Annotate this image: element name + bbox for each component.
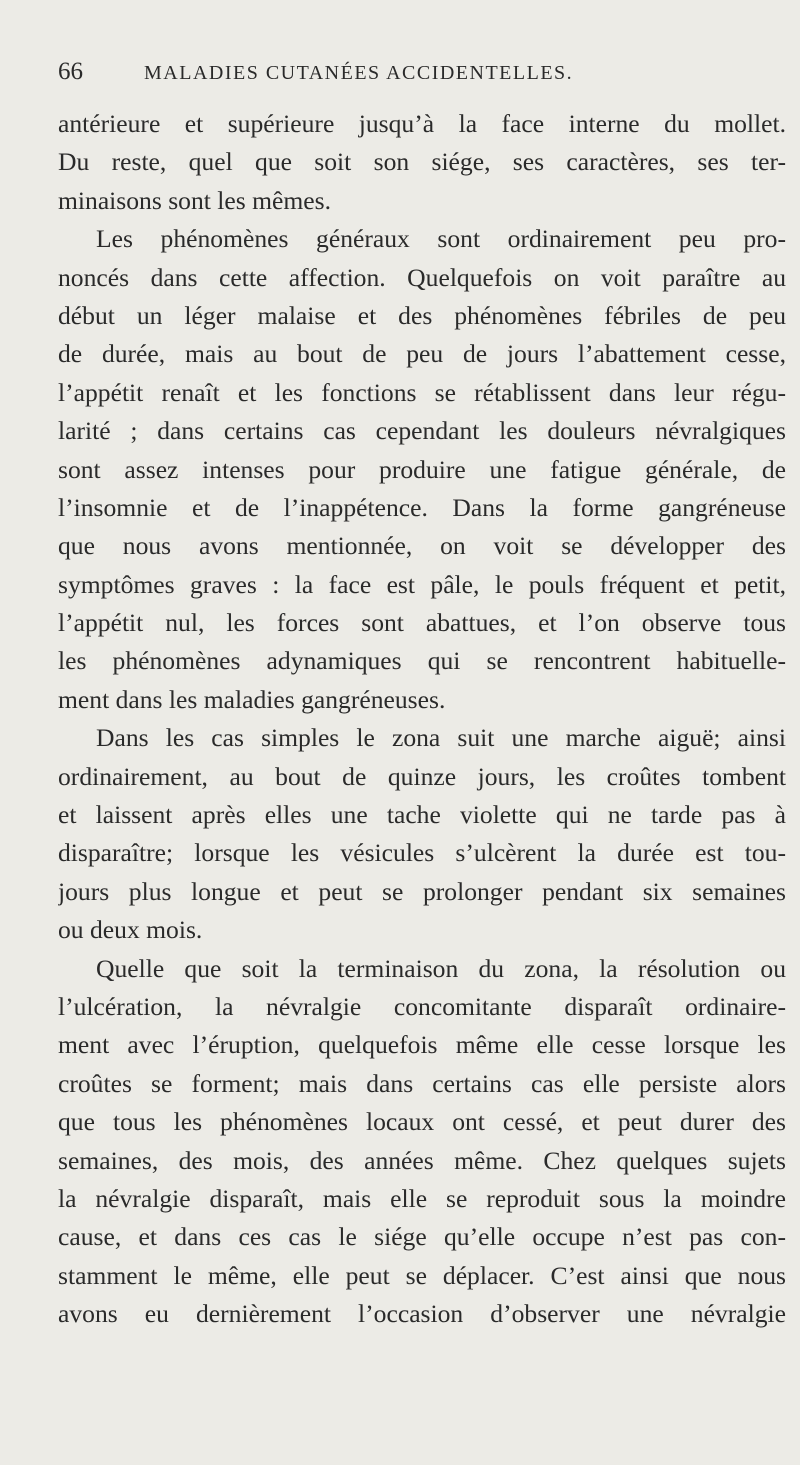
body-text bbox=[58, 105, 786, 1334]
text-line: jours plus longue et peut se prolonger pendant six semaines bbox=[58, 876, 786, 906]
text-line: cause, et dans ces cas le siége qu’elle occupe n’est pas con- bbox=[58, 1222, 786, 1252]
text-line: Quelle que soit la terminaison du zona, la résolution ou bbox=[96, 953, 786, 983]
text-line: ou deux mois. bbox=[58, 915, 203, 945]
text-line: disparaître; lorsque les vésicules s’ulcèrent la durée est tou- bbox=[58, 838, 786, 868]
text-line: les phénomènes adynamiques qui se rencontrent habituelle- bbox=[58, 646, 786, 676]
text-line: larité ; dans certains cas cependant les douleurs névralgiques bbox=[58, 416, 786, 446]
text-line: ordinairement, au bout de quinze jours, les croûtes tombent bbox=[58, 761, 786, 791]
text-line: ment avec l’éruption, quelquefois même elle cesse lorsque les bbox=[58, 1030, 786, 1060]
text-line: Les phénomènes généraux sont ordinairement peu pro- bbox=[96, 224, 786, 254]
text-line: avons eu dernièrement l’occasion d’observer une névralgie bbox=[58, 1299, 786, 1329]
text-line: l’insomnie et de l’inappétence. Dans la forme gangréneuse bbox=[58, 492, 786, 522]
text-line: l’ulcération, la névralgie concomitante disparaît ordinaire- bbox=[58, 991, 786, 1021]
text-line: stamment le même, elle peut se déplacer. C’est ainsi que nous bbox=[58, 1260, 786, 1290]
text-line: sont assez intenses pour produire une fatigue générale, de bbox=[58, 454, 786, 484]
text-line: symptômes graves : la face est pâle, le pouls fréquent et petit, bbox=[58, 569, 786, 599]
text-line: début un léger malaise et des phénomènes fébriles de peu bbox=[58, 300, 786, 330]
text-line: croûtes se forment; mais dans certains cas elle persiste alors bbox=[58, 1068, 786, 1098]
text-line: que nous avons mentionnée, on voit se développer des bbox=[58, 531, 786, 561]
text-line: la névralgie disparaît, mais elle se reproduit sous la moindre bbox=[58, 1183, 786, 1213]
text-line: que tous les phénomènes locaux ont cessé, et peut durer des bbox=[58, 1107, 786, 1137]
text-line: minaisons sont les mêmes. bbox=[58, 185, 331, 215]
text-line: antérieure et supérieure jusqu’à la face interne du mollet. bbox=[58, 109, 786, 138]
text-line: semaines, des mois, des années même. Chez quelques sujets bbox=[58, 1145, 786, 1175]
text-line: Dans les cas simples le zona suit une marche aiguë; ainsi bbox=[96, 723, 786, 753]
text-line: noncés dans cette affection. Quelquefois on voit paraître au bbox=[58, 262, 786, 292]
text-line: et laissent après elles une tache violette qui ne tarde pas à bbox=[58, 800, 786, 830]
text-line: l’appétit nul, les forces sont abattues, et l’on observe tous bbox=[58, 608, 786, 638]
text-line: Du reste, quel que soit son siége, ses caractères, ses ter- bbox=[58, 147, 786, 177]
text-line: l’appétit renaît et les fonctions se rétablissent dans leur régu- bbox=[58, 377, 786, 407]
text-line: ment dans les maladies gangréneuses. bbox=[58, 684, 446, 714]
text-line: de durée, mais au bout de peu de jours l’abattement cesse, bbox=[58, 339, 786, 369]
running-title: MALADIES CUTANÉES ACCIDENTELLES. bbox=[144, 62, 574, 84]
running-head bbox=[58, 58, 740, 98]
page-number: 66 bbox=[58, 58, 83, 85]
